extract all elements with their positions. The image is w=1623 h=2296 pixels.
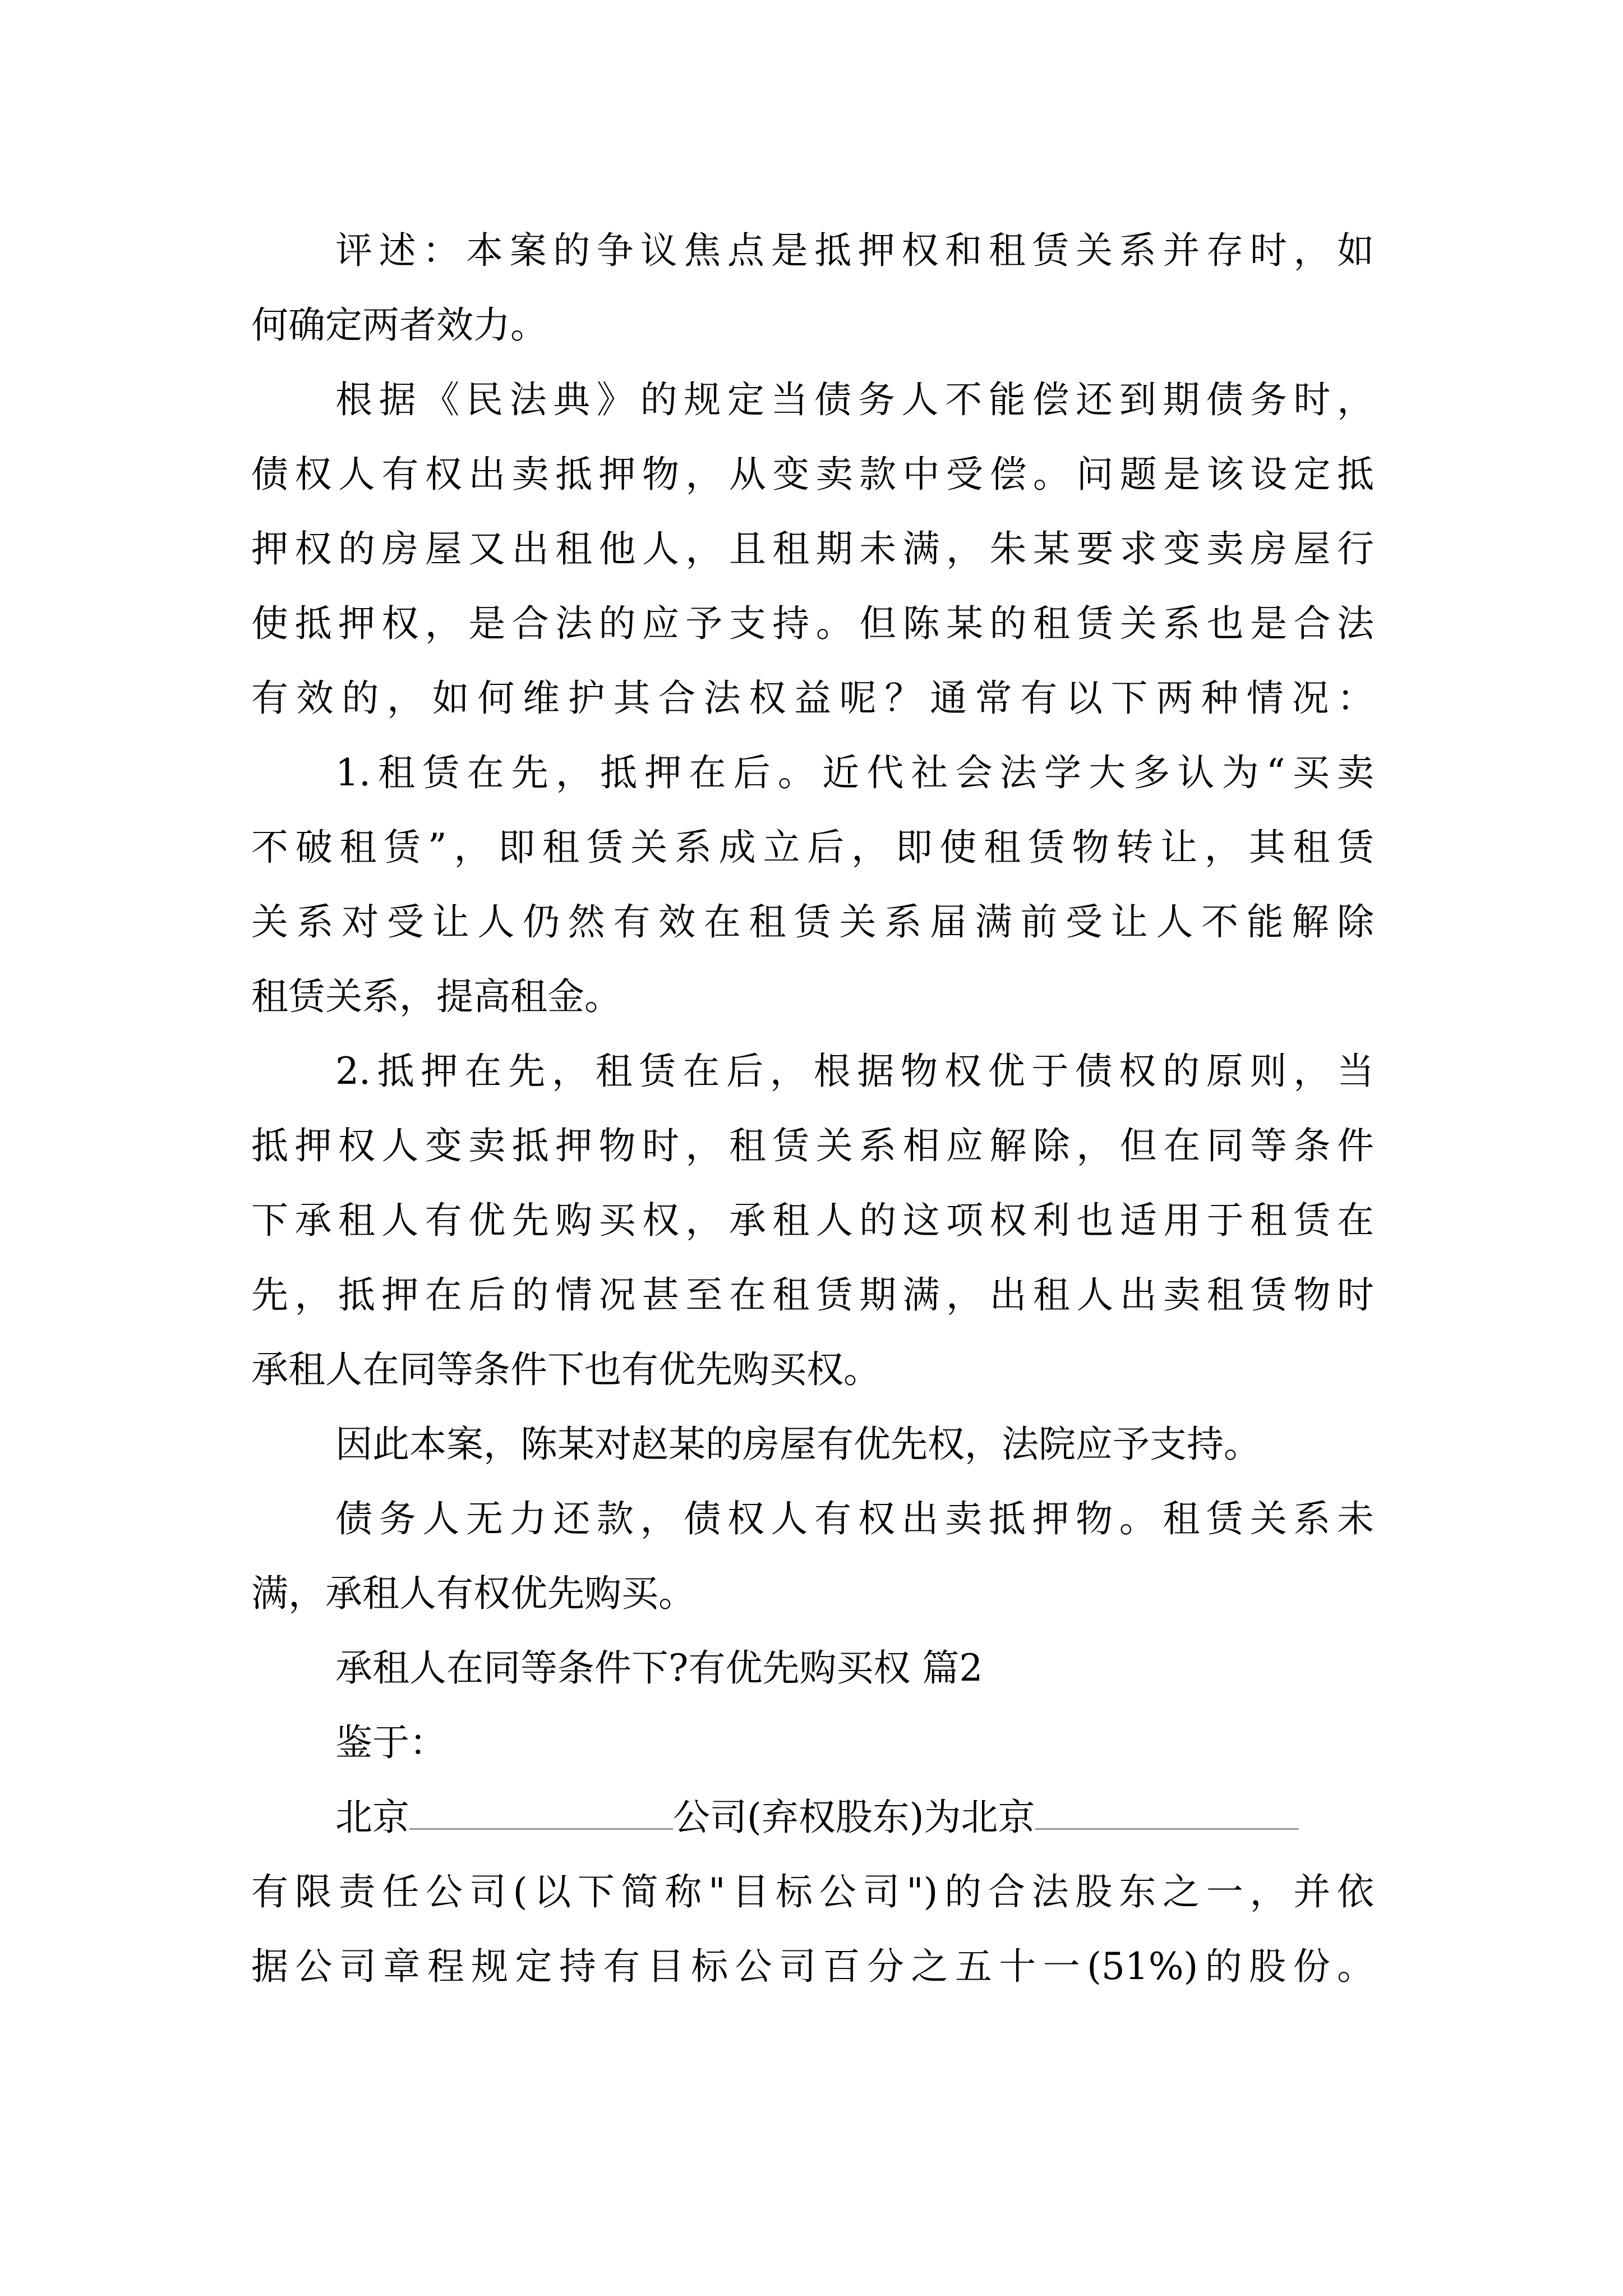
agreement-line: 据公司章程规定持有目标公司百分之五十一(51%)的股份。 xyxy=(251,1945,1374,1988)
paragraph-line: 1.租赁在先，抵押在后。近代社会法学大多认为“买卖 xyxy=(335,751,1374,794)
paragraph-line: 有效的，如何维护其合法权益呢？通常有以下两种情况： xyxy=(251,677,1374,720)
paragraph-line: 租赁关系，提高租金。 xyxy=(251,975,621,1018)
whereas-label: 鉴于： xyxy=(335,1721,446,1764)
paragraph-line: 债务人无力还款，债权人有权出卖抵押物。租赁关系未 xyxy=(335,1497,1374,1540)
paragraph-line: 承租人在同等条件下也有优先购买权。 xyxy=(251,1348,880,1391)
paragraph-line: 抵押权人变卖抵押物时，租赁关系相应解除，但在同等条件 xyxy=(251,1124,1374,1167)
paragraph-line: 使抵押权，是合法的应予支持。但陈某的租赁关系也是合法 xyxy=(251,602,1374,645)
paragraph-line: 2.抵押在先，租赁在后，根据物权优于债权的原则，当 xyxy=(335,1050,1374,1093)
paragraph-line: 因此本案，陈某对赵某的房屋有优先权，法院应予支持。 xyxy=(335,1423,1261,1466)
paragraph-line: 债权人有权出卖抵押物，从变卖款中受偿。问题是该设定抵 xyxy=(251,453,1374,496)
agreement-text: 公司(弃权股东)为北京 xyxy=(673,1796,1035,1839)
paragraph-line: 不破租赁”，即租赁关系成立后，即使租赁物转让，其租赁 xyxy=(251,826,1374,869)
paragraph-line: 关系对受让人仍然有效在租赁关系届满前受让人不能解除 xyxy=(251,900,1374,944)
paragraph-line: 满，承租人有权优先购买。 xyxy=(251,1572,695,1615)
paragraph-line: 押权的房屋又出租他人，且租期未满，朱某要求变卖房屋行 xyxy=(251,527,1374,570)
document-body xyxy=(251,213,1374,2004)
fill-in-blank xyxy=(1035,1828,1299,1830)
paragraph-line: 何确定两者效力。 xyxy=(251,303,547,347)
paragraph-line: 评述：本案的争议焦点是抵押权和租赁关系并存时，如 xyxy=(335,229,1374,272)
agreement-line: 有限责任公司(以下简称"目标公司")的合法股东之一，并依 xyxy=(251,1870,1374,1913)
agreement-line xyxy=(251,1780,1374,1855)
section-heading: 承租人在同等条件下?有优先购买权 篇2 xyxy=(335,1646,983,1690)
paragraph-line: 下承租人有优先购买权，承租人的这项权利也适用于租赁在 xyxy=(251,1199,1374,1242)
paragraph-line: 根据《民法典》的规定当债务人不能偿还到期债务时， xyxy=(335,378,1374,421)
fill-in-blank xyxy=(409,1828,673,1830)
paragraph-line: 先，抵押在后的情况甚至在租赁期满，出租人出卖租赁物时 xyxy=(251,1273,1374,1317)
agreement-text: 北京 xyxy=(335,1796,409,1839)
